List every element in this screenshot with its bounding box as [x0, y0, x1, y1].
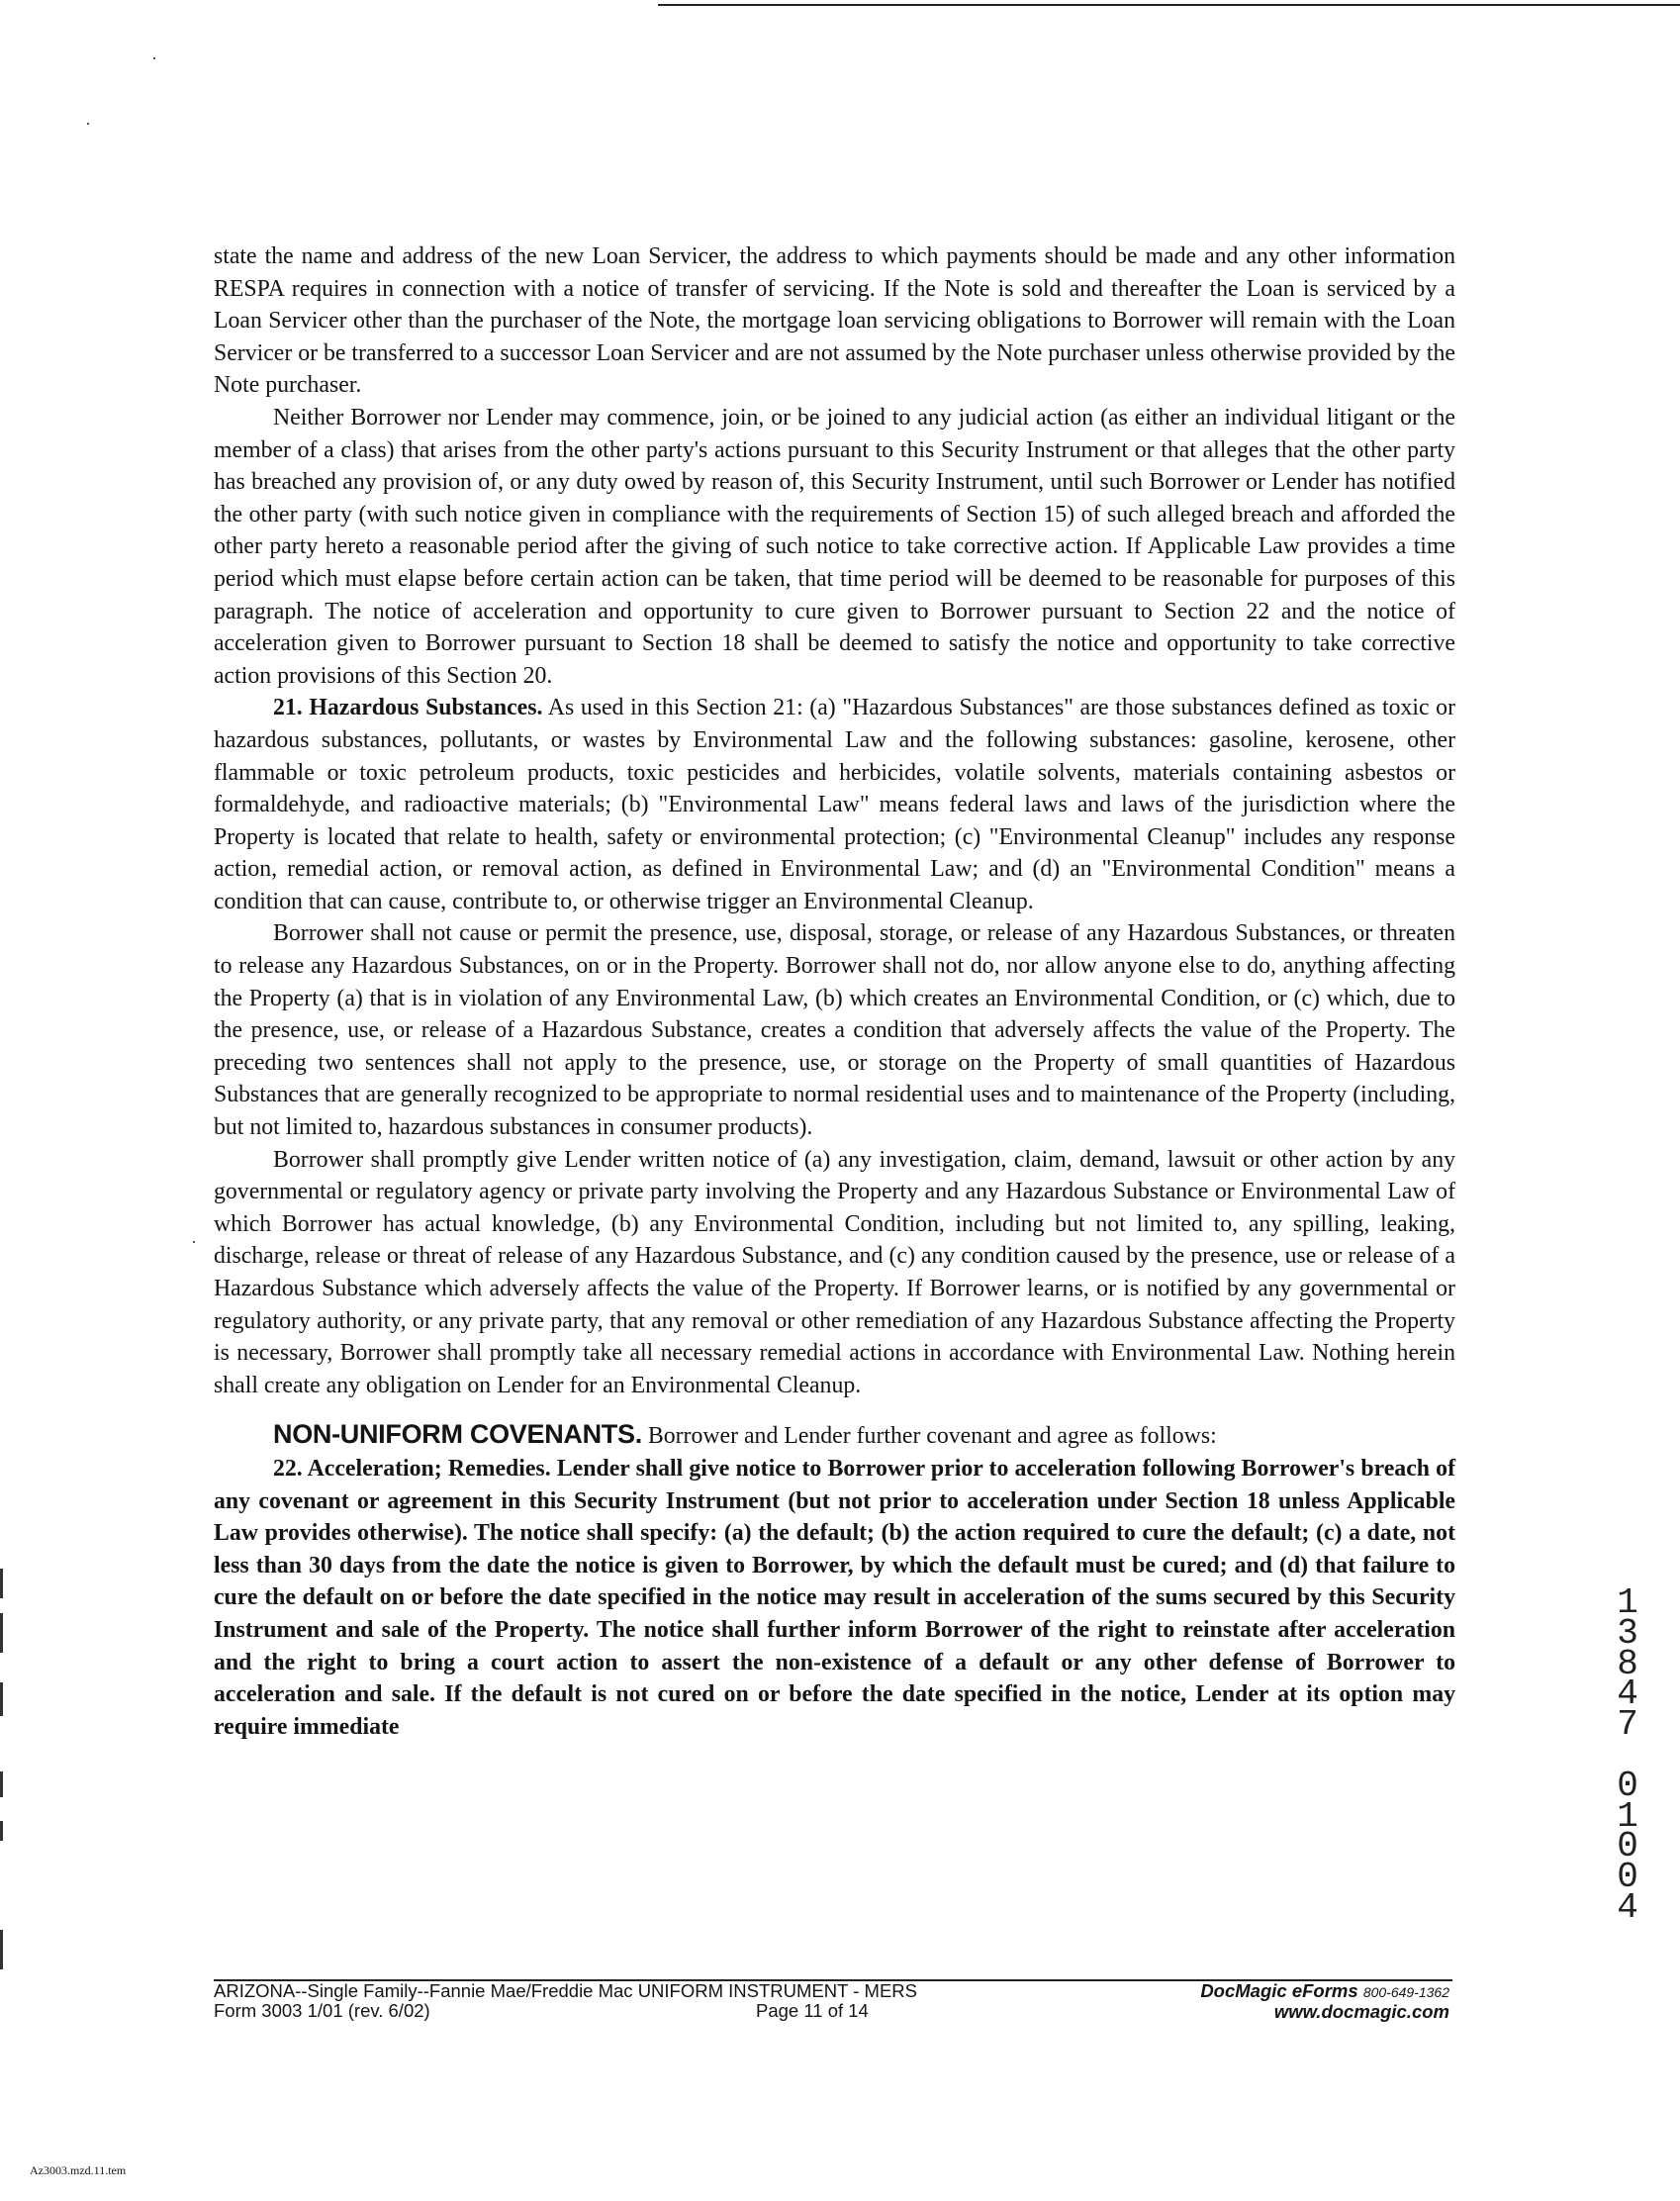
scan-edge-mark: [0, 1682, 3, 1716]
footer-website: www.docmagic.com: [1273, 2001, 1449, 2022]
non-uniform-covenants-heading: NON-UNIFORM COVENANTS.: [273, 1419, 642, 1450]
docmagic-logo: DocMagic eForms: [1200, 1980, 1358, 2001]
scan-edge-mark: [0, 1569, 3, 1598]
footer-form-title: ARIZONA--Single Family--Fannie Mae/Freddie Mac UNIFORM INSTRUMENT - MERS: [214, 1980, 917, 2001]
non-uniform-covenants-paragraph: NON-UNIFORM COVENANTS. Borrower and Lender further covenant and agree as follows:: [273, 1419, 1217, 1450]
template-code: Az3003.mzd.11.tem: [30, 2163, 127, 2177]
body-paragraph: Neither Borrower nor Lender may commence, join, or be joined to any judicial action (as either an individual litigant or the member of a class) that arises from the other party's actions pursuant to this Security Instrument or that alleges that the other party has breached any provision of, or any duty owed by reason of, this Security Instrument, until such Borrower or Lender has notified the other party (with such notice given in compliance with the requirements of Section 15) of such alleged breach and afforded the other party hereto a reasonable period after the giving of such notice to take corrective action. If Applicable Law provides a time period which must elapse before certain action can be taken, that time period will be deemed to be reasonable for purposes of this paragraph. The notice of acceleration and opportunity to cure given to Borrower pursuant to Section 22 and the notice of acceleration given to Borrower pursuant to Section 18 shall be deemed to satisfy the notice and opportunity to take corrective action provisions of this Section 20.: [214, 404, 1455, 689]
top-edge-rule: [658, 4, 1680, 6]
body-paragraph: Borrower shall promptly give Lender written notice of (a) any investigation, claim, demand, lawsuit or other action by any governmental or regulatory agency or private party involving the Property and any Hazardous Substance or Environmental Law of which Borrower has actual knowledge, (b) any Environmental Condition, including but not limited to, any spilling, leaking, discharge, release or threat of release of any Hazardous Substance, and (c) any condition caused by the presence, use or release of a Hazardous Substance which adversely affects the value of the Property. If Borrower learns, or is notified by any governmental or regulatory authority, or any private party, that any removal or other remediation of any Hazardous Substance affecting the Property is necessary, Borrower shall promptly take all necessary remedial actions in accordance with Environmental Law. Nothing herein shall create any obligation on Lender for an Environmental Cleanup.: [214, 1146, 1455, 1398]
scan-speck: [193, 1241, 195, 1243]
footer-form-number: Form 3003 1/01 (rev. 6/02): [214, 2000, 430, 2021]
section-22-paragraph: 22. Acceleration; Remedies. Lender shall give notice to Borrower prior to acceleration following Borrower's breach of any covenant or agreement in this Security Instrument (but not prior to acceleration under Section 18 unless Applicable Law provides otherwise). The notice shall specify: (a) the default; (b) the action required to cure the default; (c) a date, not less than 30 days from the date the notice is given to Borrower, by which the default must be cured; and (d) that failure to cure the default on or before the date specified in the notice may result in acceleration of the sums secured by this Security Instrument and sale of the Property. The notice shall further inform Borrower of the right to reinstate after acceleration and the right to bring a court action to assert the non-existence of a default or any other defense of Borrower to acceleration and sale. If the default is not cured on or before the date specified in the notice, Lender at its option may require immediate: [214, 1455, 1455, 1740]
scan-speck: [153, 57, 155, 59]
side-recording-number: 1 3 8 4 7 0 1 0 0 4: [1617, 1582, 1638, 1928]
scan-edge-mark: [0, 1771, 3, 1797]
scan-edge-mark: [0, 1613, 3, 1653]
scan-edge-mark: [0, 1821, 3, 1841]
footer-page-number: Page 11 of 14: [756, 2000, 869, 2021]
footer-brand: [1200, 1981, 1449, 2022]
body-paragraph: Borrower shall not cause or permit the presence, use, disposal, storage, or release of any Hazardous Substances, or threaten to release any Hazardous Substances, on or in the Property. Borrower shall not do, nor allow anyone else to do, anything affecting the Property (a) that is in violation of any Environmental Law, (b) which creates an Environmental Condition, or (c) which, due to the presence, use, or release of a Hazardous Substance, creates a condition that adversely affects the value of the Property. The preceding two sentences shall not apply to the presence, use, or storage on the Property of small quantities of Hazardous Substances that are generally recognized to be appropriate to normal residential uses and to maintenance of the Property (including, but not limited to, hazardous substances in consumer products).: [214, 920, 1455, 1141]
body-paragraph: state the name and address of the new Loan Servicer, the address to which payments should be made and any other information RESPA requires in connection with a notice of transfer of servicing. If the Note is sold and thereafter the Loan is serviced by a Loan Servicer other than the purchaser of the Note, the mortgage loan servicing obligations to Borrower will remain with the Loan Servicer or be transferred to a successor Loan Servicer and are not assumed by the Note purchaser unless otherwise provided by the Note purchaser.: [214, 243, 1455, 399]
scan-speck: [87, 123, 89, 125]
section-21-title: 21. Hazardous Substances.: [273, 695, 543, 721]
section-21-paragraph: 21. Hazardous Substances. As used in this Section 21: (a) "Hazardous Substances" are those substances defined as toxic or hazardous substances, pollutants, or wastes by Environmental Law and the following substances: gasoline, kerosene, other flammable or toxic petroleum products, toxic pesticides and herbicides, volatile solvents, materials containing asbestos or formaldehyde, and radioactive materials; (b) "Environmental Law" means federal laws and laws of the jurisdiction where the Property is located that relate to health, safety or environmental protection; (c) "Environmental Cleanup" includes any response action, remedial action, or removal action, as defined in Environmental Law; and (d) an "Environmental Condition" means a condition that can cause, contribute to, or otherwise trigger an Environmental Cleanup.: [214, 695, 1455, 914]
scan-edge-mark: [0, 1930, 3, 1969]
footer-phone: 800-649-1362: [1362, 1984, 1449, 2000]
document-body: [214, 240, 1455, 1743]
